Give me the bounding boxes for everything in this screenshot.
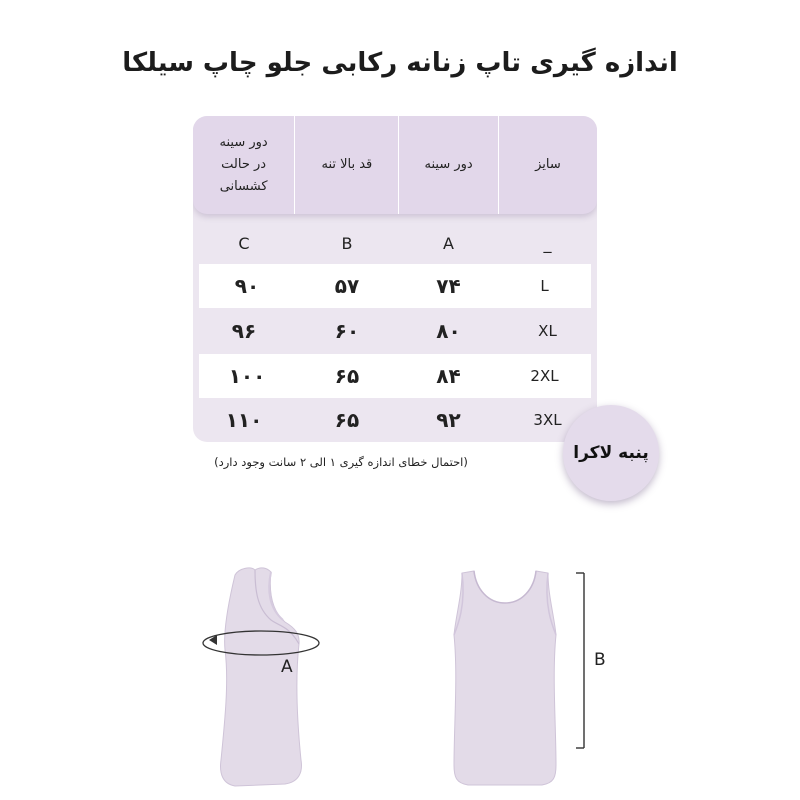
cell-chest: ۹۲ bbox=[436, 408, 461, 432]
cell-chest: ۸۰ bbox=[436, 319, 461, 343]
measurement-note: (احتمال خطای اندازه گیری ۱ الی ۲ سانت وجود دارد) bbox=[214, 455, 468, 469]
header-stretch-line3: کشسانی bbox=[219, 179, 268, 195]
header-length: قد بالا تنه bbox=[294, 116, 398, 214]
header-stretch-chest bbox=[193, 116, 294, 214]
side-label-a: A bbox=[281, 657, 293, 677]
table-row bbox=[199, 264, 591, 308]
fabric-badge: پنبه لاکرا bbox=[563, 405, 659, 501]
code-length: B bbox=[341, 233, 353, 253]
cell-chest: ۸۴ bbox=[436, 364, 461, 388]
cell-length: ۵۷ bbox=[334, 274, 360, 298]
table-row-codes bbox=[193, 222, 597, 264]
header-stretch-line2: در حالت bbox=[221, 156, 267, 172]
page-title: اندازه گیری تاپ زنانه رکابی جلو چاپ سیلکا bbox=[122, 48, 678, 78]
header-size: سایز bbox=[498, 116, 597, 214]
cell-size: 2XL bbox=[530, 367, 559, 385]
code-stretch: C bbox=[238, 233, 250, 253]
code-chest: A bbox=[443, 233, 454, 253]
side-view-tank-icon bbox=[195, 560, 335, 790]
cell-size: 3XL bbox=[533, 411, 562, 429]
cell-length: ۶۵ bbox=[334, 408, 360, 432]
length-bracket-icon bbox=[574, 572, 590, 750]
table-row bbox=[193, 398, 597, 442]
cell-stretch: ۹۶ bbox=[231, 319, 257, 343]
front-view-tank-icon bbox=[440, 565, 570, 795]
table-row bbox=[193, 308, 597, 354]
cell-chest: ۷۴ bbox=[436, 274, 461, 298]
cell-length: ۶۰ bbox=[334, 319, 360, 343]
table-header bbox=[193, 116, 597, 214]
cell-stretch: ۱۰۰ bbox=[228, 364, 266, 388]
front-label-b: B bbox=[594, 650, 606, 670]
cell-stretch: ۱۱۰ bbox=[225, 408, 263, 432]
cell-length: ۶۵ bbox=[334, 364, 360, 388]
size-table bbox=[193, 116, 597, 442]
code-size: _ bbox=[543, 233, 552, 253]
header-chest: دور سینه bbox=[398, 116, 497, 214]
table-row bbox=[199, 354, 591, 398]
header-stretch-line1: دور سینه bbox=[219, 134, 268, 150]
cell-size: L bbox=[540, 277, 549, 295]
cell-size: XL bbox=[538, 322, 557, 340]
cell-stretch: ۹۰ bbox=[234, 274, 260, 298]
